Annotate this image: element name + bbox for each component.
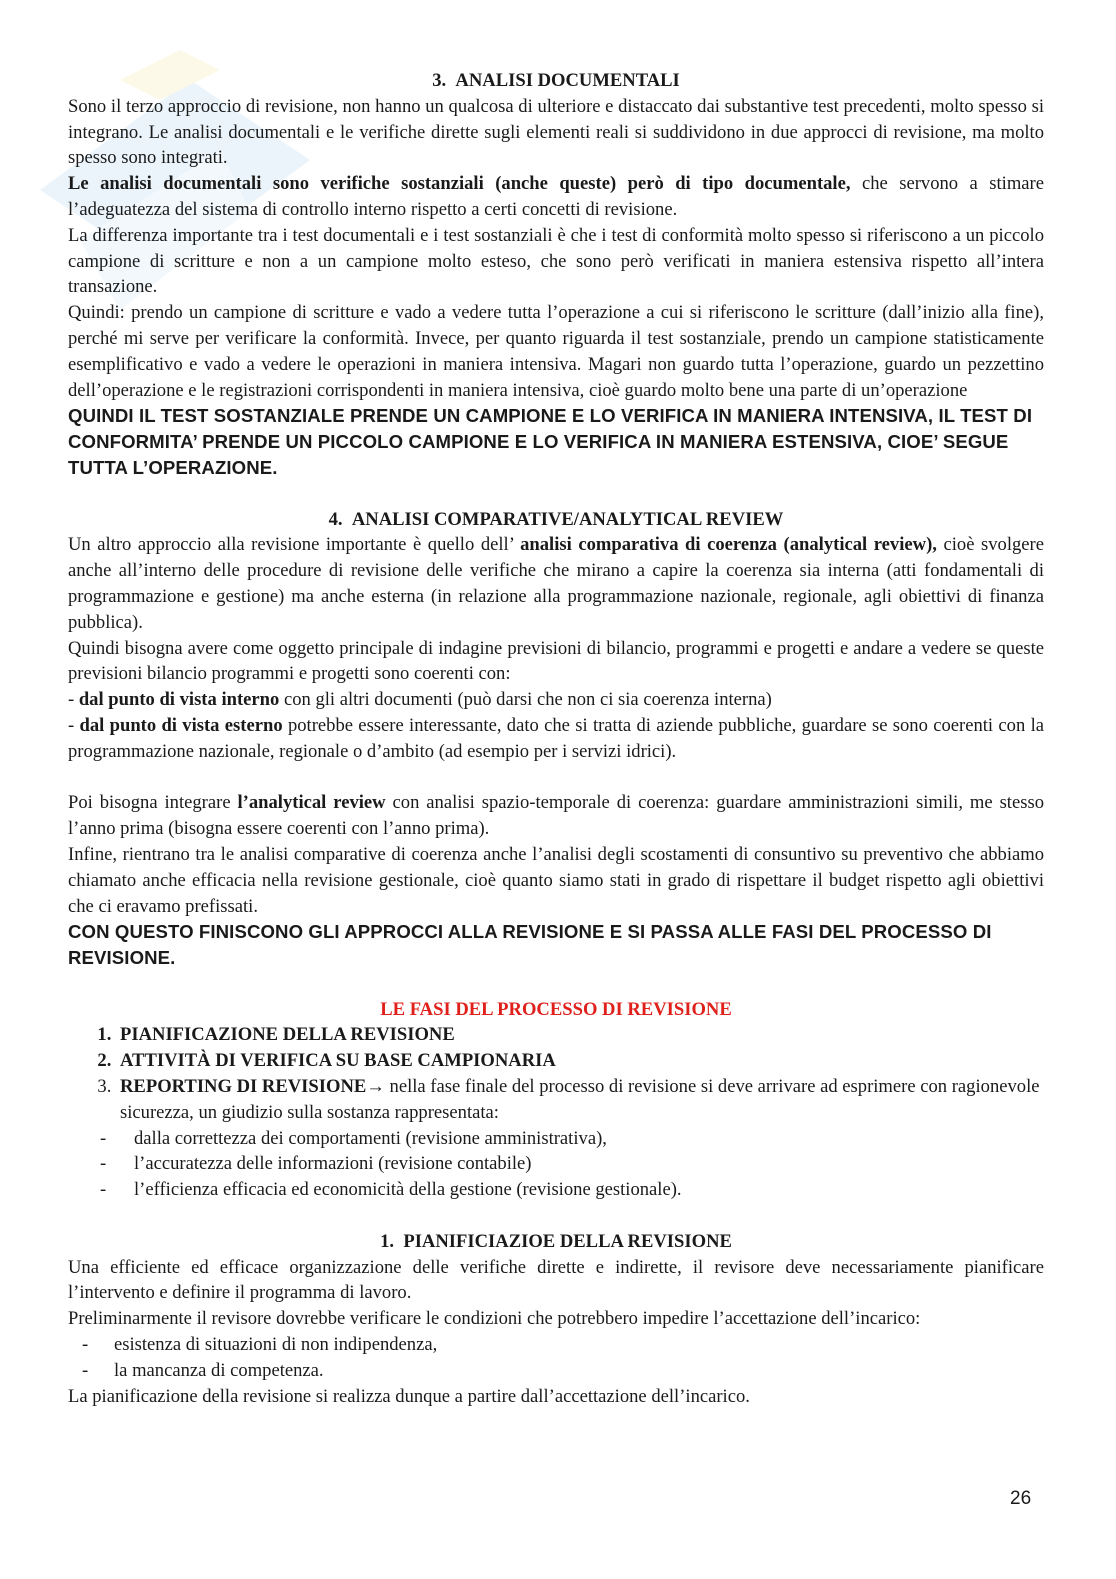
section-4-paragraph-1-bold: analisi comparativa di coerenza (analytical review), bbox=[520, 534, 937, 556]
section-4-bullet-external-bold: dal punto di vista esterno bbox=[79, 714, 283, 736]
section-4-bullet-internal-bold: dal punto di vista interno bbox=[78, 689, 280, 711]
planning-condition-item bbox=[68, 1332, 1044, 1358]
section-4-paragraph-1-c: cioè svolgere anche all’interno delle procedure di revisione delle verifiche che mirano a capire la coerenza sia interna (atti fondamentali di programmazione e gestione) ma anche esterna (in relazione alla programmazione nazionale, regionale, agli obiettivi di finanza pubblica). bbox=[68, 534, 1044, 633]
phase-item-2: 2. ATTIVITÀ DI VERIFICA SU BASE CAMPIONARIA bbox=[116, 1048, 1044, 1074]
planning-condition-text: la mancanza di competenza. bbox=[114, 1359, 324, 1381]
phase-item-3 bbox=[116, 1074, 1044, 1126]
section-3-paragraph-4: Quindi: prendo un campione di scritture e vado a vedere tutta l’operazione a cui si riferiscono le scritture (dall’inizio alla fine), perché mi serve per verificare la conformità. Invece, per quanto riguarda il test sostanziale, prendo un campione statisticamente esemplificativo e vado a vedere le operazioni in maniera intensiva. Magari non guardo tutta l’operazione, guardo un pezzettino dell’operazione e le registrazioni corrispondenti in maniera intensiva, cioè guardo molto bene una parte di un’operazione bbox=[68, 302, 1044, 401]
section-3-paragraph-2-rest: che servono a stimare l’adeguatezza del sistema di controllo interno rispetto a certi concetti di revisione. bbox=[68, 173, 1044, 220]
section-4-bullet-internal bbox=[68, 687, 1044, 713]
section-3-title: 3. ANALISI DOCUMENTALI bbox=[432, 70, 680, 91]
document-page bbox=[68, 68, 1044, 1409]
dash-marker: - bbox=[82, 1334, 89, 1356]
planning-title: 1. PIANIFICIAZIOE DELLA REVISIONE bbox=[380, 1230, 732, 1252]
reporting-subitem bbox=[68, 1126, 1044, 1152]
reporting-subitem-text: l’efficienza efficacia ed economicità della gestione (revisione gestionale). bbox=[134, 1179, 682, 1201]
reporting-sublist bbox=[68, 1126, 1044, 1203]
dash-marker: - bbox=[100, 1153, 107, 1175]
reporting-subitem-text: dalla correttezza dei comportamenti (revisione amministrativa), bbox=[134, 1127, 607, 1149]
section-4-paragraph-3 bbox=[68, 790, 1044, 842]
section-4-paragraph-3-a: Poi bisogna integrare bbox=[68, 792, 238, 814]
section-4-paragraph-4: Infine, rientrano tra le analisi comparative di coerenza anche l’analisi degli scostamenti di consuntivo su preventivo che abbiamo chiamato anche efficacia nella revisione gestionale, cioè quanto siamo stati in grado di rispettare il budget rispetto agli obiettivi che ci eravamo prefissati. bbox=[68, 843, 1044, 917]
section-4-title: 4. ANALISI COMPARATIVE/ANALYTICAL REVIEW bbox=[328, 508, 784, 530]
section-4-conclusion: CON QUESTO FINISCONO GLI APPROCCI ALLA REVISIONE E SI PASSA ALLE FASI DEL PROCESSO DI REVISIONE. bbox=[68, 921, 992, 969]
reporting-subitem bbox=[68, 1151, 1044, 1177]
section-4-bullet-internal-rest: con gli altri documenti (può darsi che non ci sia coerenza interna) bbox=[279, 689, 772, 711]
reporting-subitem-text: l’accuratezza delle informazioni (revisione contabile) bbox=[134, 1153, 532, 1175]
dash-marker: - bbox=[82, 1359, 89, 1381]
reporting-subitem bbox=[68, 1177, 1044, 1203]
section-4-paragraph-1 bbox=[68, 532, 1044, 635]
phase-item-3-rest: nella fase finale del processo di revisione si deve arrivare ad esprimere con ragionevole sicurezza, un giudizio sulla sostanza rappresentata: bbox=[120, 1076, 1040, 1123]
dash-marker: - bbox=[100, 1179, 107, 1201]
phases-list bbox=[68, 1022, 1044, 1125]
phase-item-1: 1. PIANIFICAZIONE DELLA REVISIONE bbox=[116, 1022, 1044, 1048]
section-3-conclusion: QUINDI IL TEST SOSTANZIALE PRENDE UN CAMPIONE E LO VERIFICA IN MANIERA INTENSIVA, IL TEST DI CONFORMITA’ PRENDE UN PICCOLO CAMPIONE E LO VERIFICA IN MANIERA ESTENSIVA, CIOE’ SEGUE TUTTA L’OPERAZIONE. bbox=[68, 405, 1033, 478]
phase-item-3-bold: REPORTING DI REVISIONE bbox=[120, 1076, 367, 1098]
spacer bbox=[68, 1203, 1044, 1229]
section-3-paragraph-2-bold: Le analisi documentali sono verifiche sostanziali (anche queste) però di tipo documentale, bbox=[68, 173, 851, 195]
planning-condition-text: esistenza di situazioni di non indipendenza, bbox=[114, 1334, 438, 1356]
dash-marker: - bbox=[100, 1127, 107, 1149]
spacer bbox=[68, 481, 1044, 507]
planning-conditions-list bbox=[68, 1332, 1044, 1384]
dash-marker: - bbox=[68, 689, 79, 711]
section-4-bullet-external bbox=[68, 713, 1044, 765]
phases-title: LE FASI DEL PROCESSO DI REVISIONE bbox=[380, 998, 732, 1020]
spacer bbox=[68, 765, 1044, 791]
section-3-paragraph-2 bbox=[68, 171, 1044, 223]
page-number: 26 bbox=[1010, 1488, 1032, 1509]
arrow-right-icon: → bbox=[366, 1076, 385, 1098]
section-3-paragraph-3: La differenza importante tra i test documentali e i test sostanziali è che i test di conformità molto spesso si riferiscono a un piccolo campione di scritture e non a un campione molto esteso, che sono però verificati in maniera estensiva rispetto all’intera transazione. bbox=[68, 224, 1044, 298]
section-4-paragraph-3-bold: l’analytical review bbox=[237, 792, 386, 814]
section-4-paragraph-1-a: Un altro approccio alla revisione importante è quello dell’ bbox=[68, 534, 521, 556]
section-4-paragraph-2: Quindi bisogna avere come oggetto principale di indagine previsioni di bilancio, programmi e progetti e andare a vedere se queste previsioni bilancio programmi e progetti sono coerenti con: bbox=[68, 637, 1044, 685]
section-4-bullet-external-rest: potrebbe essere interessante, dato che si tratta di aziende pubbliche, guardare se sono coerenti con la programmazione nazionale, regionale o d’ambito (ad esempio per i servizi idrici). bbox=[68, 714, 1044, 762]
spacer bbox=[68, 971, 1044, 997]
planning-condition-item bbox=[68, 1358, 1044, 1384]
dash-marker: - bbox=[68, 714, 80, 736]
section-4-paragraph-3-c: con analisi spazio-temporale di coerenza: guardare amministrazioni simili, me stesso l’anno prima (bisogna essere coerenti con l’anno prima). bbox=[68, 792, 1044, 840]
planning-paragraph-3: La pianificazione della revisione si realizza dunque a partire dall’accettazione dell’incarico. bbox=[68, 1385, 750, 1407]
planning-paragraph-2: Preliminarmente il revisore dovrebbe verificare le condizioni che potrebbero impedire l’accettazione dell’incarico: bbox=[68, 1308, 921, 1330]
planning-paragraph-1: Una efficiente ed efficace organizzazione delle verifiche dirette e indirette, il revisore deve necessariamente pianificare l’intervento e definire il programma di lavoro. bbox=[68, 1256, 1044, 1304]
section-3-paragraph-1: Sono il terzo approccio di revisione, non hanno un qualcosa di ulteriore e distaccato dai substantive test precedenti, molto spesso si integrano. Le analisi documentali e le verifiche dirette sugli elementi reali si suddividono in due approcci di revisione, ma molto spesso sono integrati. bbox=[68, 95, 1044, 169]
